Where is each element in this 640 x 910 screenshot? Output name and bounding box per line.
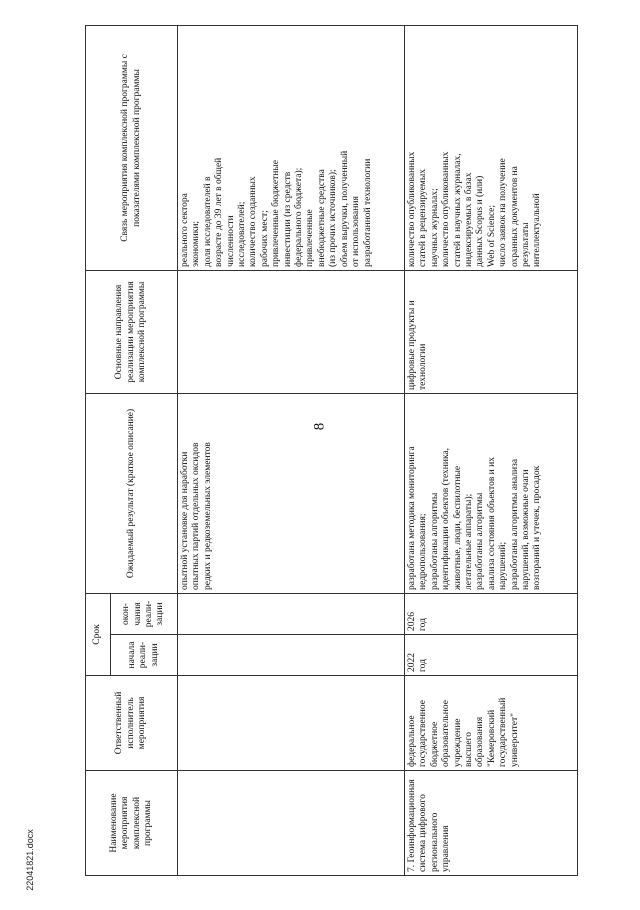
cell-name: 7. Геоинформационная система цифрового регионального управления	[405, 771, 578, 876]
rotated-table-container	[85, 26, 590, 876]
header-term: Срок	[86, 593, 111, 675]
cell-end	[178, 593, 405, 634]
header-result: Ожидаемый результат (краткое описание)	[86, 393, 178, 593]
cell-start	[178, 635, 405, 676]
cell-result: разработана методика мониторинга недропользования; разработаны алгоритмы идентификации объектов (техника, животные, люди, беспилотные летательные аппараты); разработаны алгоритмы анализа состояния объектов и их нарушений; разработаны алгоритмы анализа нарушений, возможные очаги возгораний и утечек, просадок	[405, 393, 578, 593]
program-activities-table	[85, 25, 578, 876]
header-executor: Ответственный исполнитель мероприятия	[86, 676, 178, 771]
cell-result: опытной установке для наработки опытных партий отдельных оксидов редких и редкоземельных элементов	[178, 393, 405, 593]
cell-end: 2026 год	[405, 593, 578, 634]
cell-executor: федеральное государственное бюджетное образовательное учреждение высшего образования "Кемеровский государственный университет"	[405, 676, 578, 771]
cell-link: реального сектора экономики; доля исследователей в возрасте до 39 лет в общей численности исследователей; количество созданных рабочих мест; привлеченные бюджетные инвестиции (из средств федерального бюджета); привлеченные внебюджетные средства (из прочих источников); объем выручки, полученный от использования разработанной технологии	[178, 25, 405, 270]
cell-executor	[178, 676, 405, 771]
header-start: начала реали-зации	[111, 635, 178, 676]
header-name: Наименование мероприятия комплексной программы	[86, 771, 178, 876]
table-row	[178, 25, 405, 875]
cell-start: 2022 год	[405, 635, 578, 676]
page-number: 8	[311, 422, 328, 431]
cell-link: количество опубликованных статей в рецензируемых научных журналах; количество опубликованных статей в научных журналах, индексируемых в базах данных Scopus и (или) Web of Science; число заявок на получение охранных документов на результаты интеллектуальной	[405, 25, 578, 270]
cell-directions	[178, 270, 405, 393]
cell-name	[178, 771, 405, 876]
header-directions: Основные направления реализации мероприятия комплексной программы	[86, 270, 178, 393]
cell-directions: цифровые продукты и технологии	[405, 270, 578, 393]
table-row	[405, 25, 578, 875]
document-code: 22041821.docx	[25, 829, 35, 891]
header-end: окон-чания реали-зации	[111, 593, 178, 634]
header-link: Связь мероприятия комплексной программы с показателями комплексной программы	[86, 25, 178, 270]
